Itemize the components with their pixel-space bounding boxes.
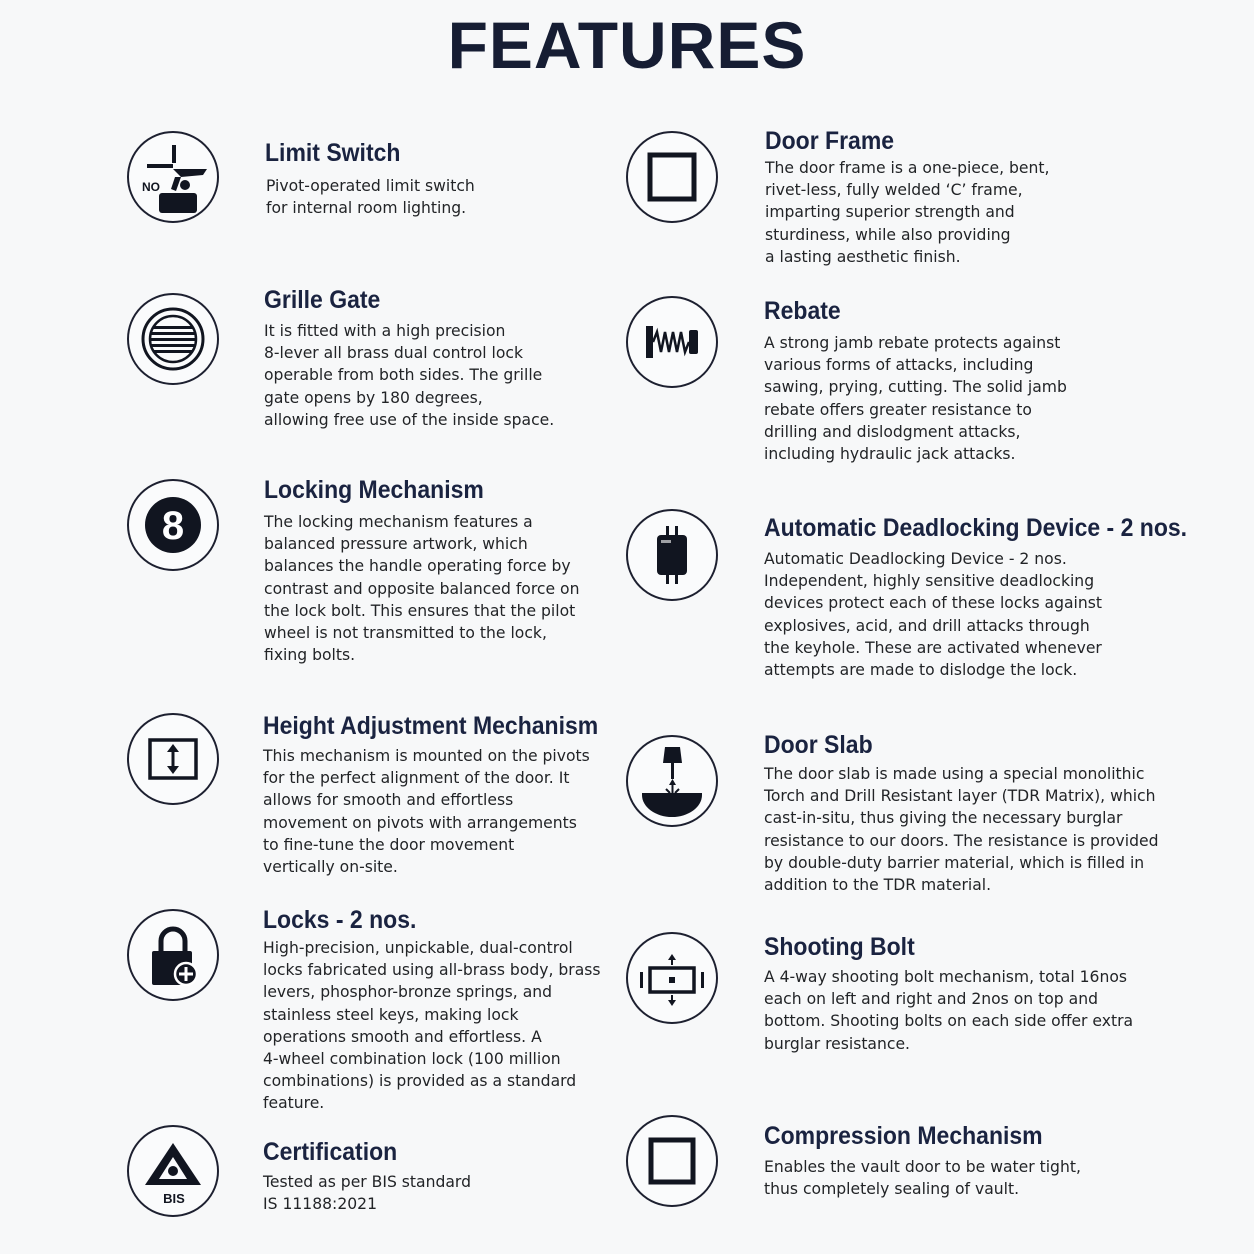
height-adjust-icon: [127, 713, 219, 805]
door-frame-icon: [626, 131, 718, 223]
number-eight-icon: [127, 479, 219, 571]
feature-title: Limit Switch: [265, 139, 401, 167]
feature-description: The door frame is a one-piece, bent, rivet-less, fully welded ‘C’ frame, imparting superior strength and sturdiness, while also providing a lasting aesthetic finish.: [765, 159, 1050, 266]
feature-title: Door Slab: [764, 731, 873, 759]
shooting-bolt-icon: [626, 932, 718, 1024]
feature-description: High-precision, unpickable, dual-control locks fabricated using all-brass body, brass levers, phosphor-bronze springs, and stainless steel keys, making lock operations smooth and effortless. A 4-wheel combination lock (100 million combinations) is provided as a standard feature.: [263, 939, 601, 1113]
feature-title: Compression Mechanism: [764, 1122, 1043, 1150]
bis-logo-label: BIS: [163, 1191, 185, 1206]
feature-description: It is fitted with a high precision 8-lever all brass dual control lock operable from both sides. The grille gate opens by 180 degrees, allowing free use of the inside space.: [264, 322, 555, 429]
feature-description: A strong jamb rebate protects against various forms of attacks, including sawing, prying, cutting. The solid jamb rebate offers greater resistance to drilling and dislodgment attacks, including hydraulic jack attacks.: [764, 334, 1067, 464]
feature-description: Enables the vault door to be water tight, thus completely sealing of vault.: [764, 1158, 1081, 1199]
drill-slab-icon: [626, 735, 718, 827]
feature-title: Height Adjustment Mechanism: [263, 712, 599, 740]
padlock-plus-icon: [127, 909, 219, 1001]
limit-switch-icon-label: NO: [142, 180, 160, 194]
grille-gate-icon: [127, 293, 219, 385]
spring-rebate-icon: [626, 296, 718, 388]
feature-title: Door Frame: [765, 127, 895, 155]
limit-switch-icon: [127, 131, 219, 223]
feature-title: Shooting Bolt: [764, 933, 915, 961]
feature-title: Rebate: [764, 297, 841, 325]
page-title: FEATURES: [447, 8, 807, 82]
feature-description: A 4-way shooting bolt mechanism, total 16nos each on left and right and 2nos on top and bottom. Shooting bolts on each side offer extra burglar resistance.: [764, 968, 1134, 1053]
feature-description: Automatic Deadlocking Device - 2 nos. Independent, highly sensitive deadlocking devices protect each of these locks against explosives, acid, and drill attacks through the keyhole. These are activated whenever attempts are made to dislodge the lock.: [764, 550, 1102, 680]
feature-description: This mechanism is mounted on the pivots for the perfect alignment of the door. It allows for smooth and effortless movement on pivots with arrangements to fine-tune the door movement vertically on-site.: [263, 747, 590, 877]
compression-square-icon: [626, 1115, 718, 1207]
deadlock-device-icon: [626, 509, 718, 601]
feature-description: The locking mechanism features a balanced pressure artwork, which balances the handle operating force by contrast and opposite balanced force on the lock bolt. This ensures that the pilot wheel is not transmitted to the lock, fixing bolts.: [264, 513, 580, 665]
feature-title: Locking Mechanism: [264, 476, 484, 504]
feature-title: Grille Gate: [264, 286, 381, 314]
feature-description: The door slab is made using a special monolithic Torch and Drill Resistant layer (TDR Matrix), which cast-in-situ, thus giving the necessary burglar resistance to our doors. The resistance is provided by double-duty barrier material, which is filled in addition to the TDR material.: [764, 765, 1159, 895]
number-eight-icon-label: 8: [161, 504, 185, 548]
feature-description: Pivot-operated limit switch for internal room lighting.: [266, 177, 475, 218]
feature-description: Tested as per BIS standard IS 11188:2021: [263, 1173, 471, 1214]
feature-title: Automatic Deadlocking Device - 2 nos.: [764, 514, 1188, 542]
feature-title: Certification: [263, 1138, 398, 1166]
bis-logo-icon: [127, 1125, 219, 1217]
feature-title: Locks - 2 nos.: [263, 906, 417, 934]
